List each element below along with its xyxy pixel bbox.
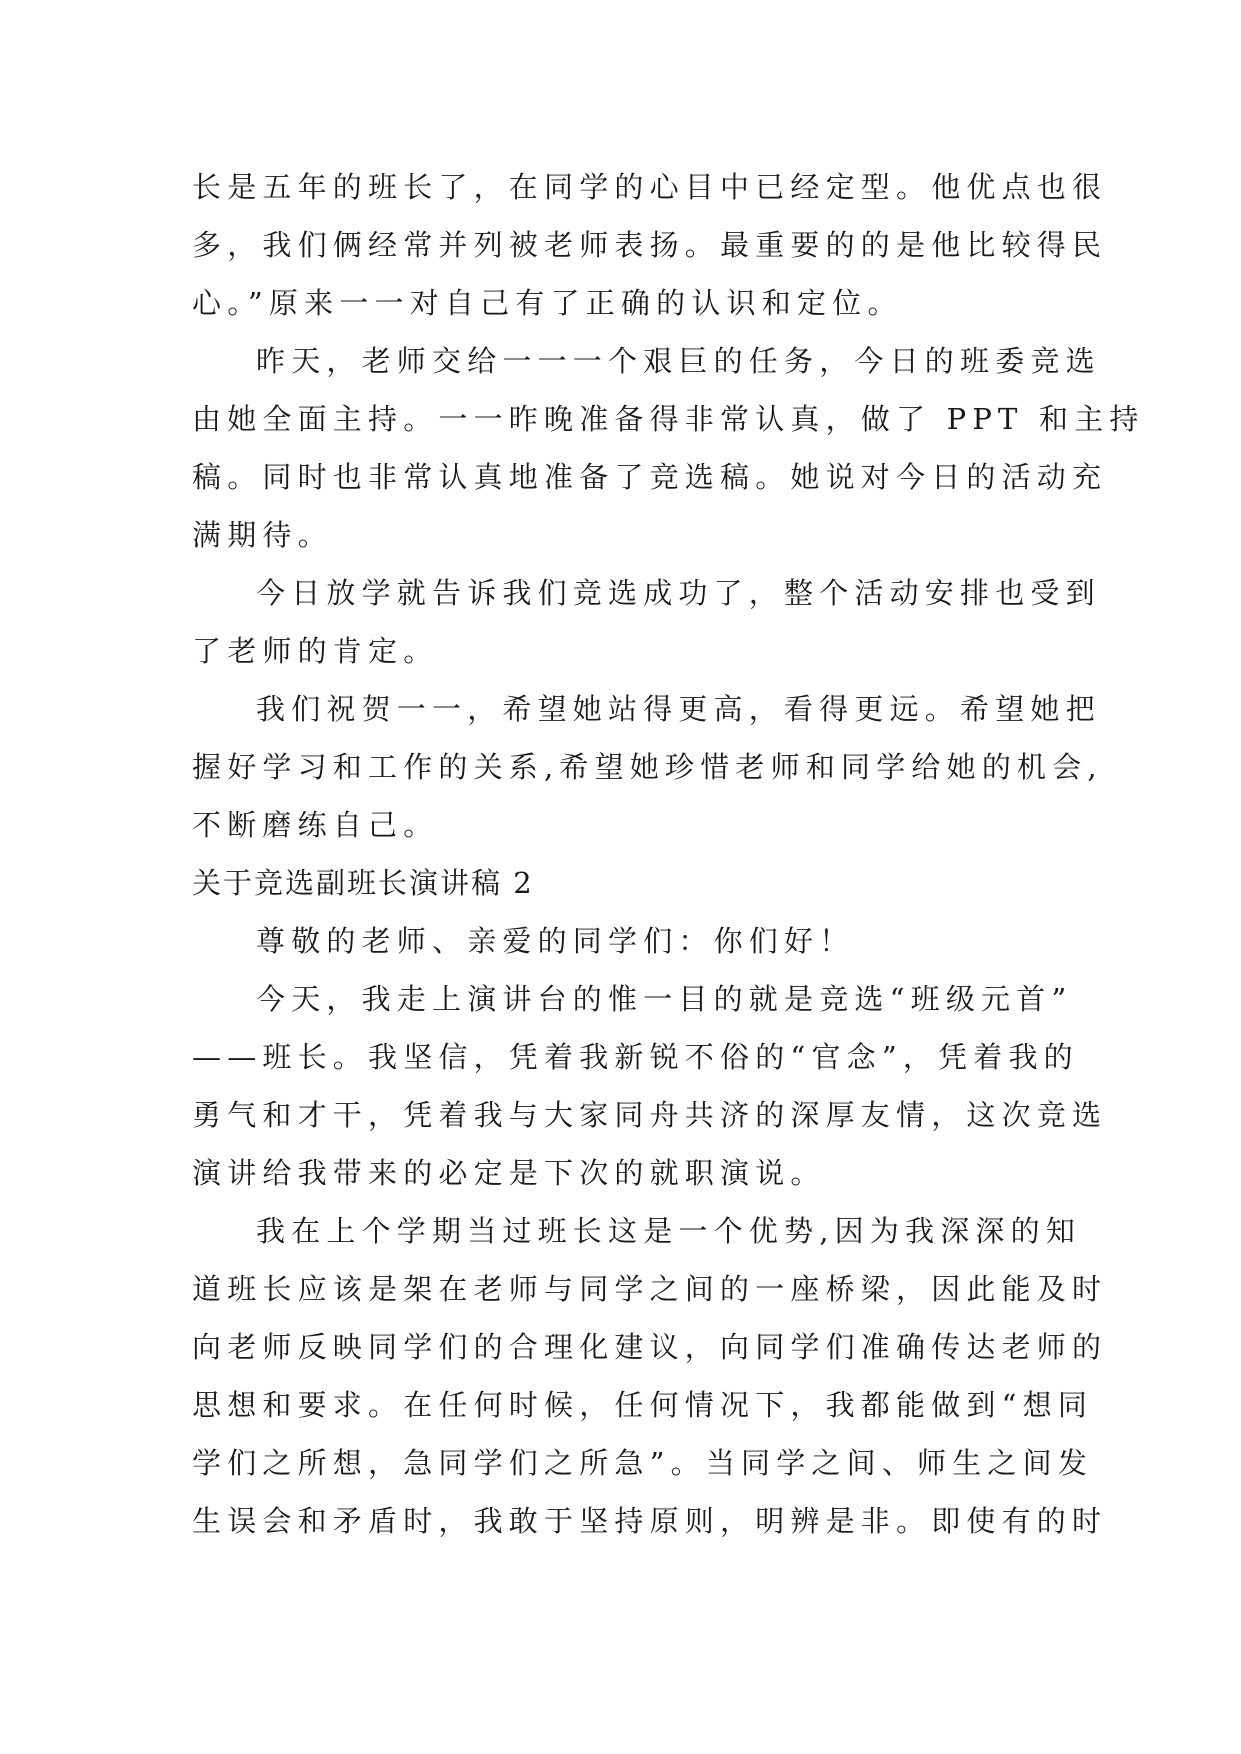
paragraph-start-line: 我在上个学期当过班长这是一个优势,因为我深深的知 [256, 1214, 1082, 1248]
text-line: 勇气和才干，凭着我与大家同舟共济的深厚友情，这次竞选 [192, 1098, 1108, 1132]
paragraph-start-line: 今天，我走上演讲台的惟一目的就是竞选“班级元首” [256, 982, 1073, 1016]
text-line: ——班长。我坚信，凭着我新锐不俗的“官念”，凭着我的 [192, 1040, 1079, 1074]
paragraph-start-line: 昨天，老师交给一一一个艰巨的任务，今日的班委竞选 [256, 344, 1101, 378]
text-line: 学们之所想，急同学们之所急”。当同学之间、师生之间发 [192, 1446, 1094, 1480]
text-line: 握好学习和工作的关系,希望她珍惜老师和同学给她的机会, [192, 750, 1103, 784]
text-line: 心。”原来一一对自己有了正确的认识和定位。 [192, 286, 903, 320]
text-line: 多，我们俩经常并列被老师表扬。最重要的的是他比较得民 [192, 228, 1108, 262]
text-line: 了老师的肯定。 [192, 634, 439, 668]
text-line: 长是五年的班长了，在同学的心目中已经定型。他优点也很 [192, 170, 1108, 204]
text-line: 由她全面主持。一一昨晚准备得非常认真，做了 PPT 和主持 [192, 402, 1145, 436]
document-body [192, 158, 1145, 1550]
paragraph-start-line: 我们祝贺一一，希望她站得更高，看得更远。希望她把 [256, 692, 1101, 726]
section-heading: 关于竞选副班长演讲稿 2 [192, 866, 534, 900]
text-line: 思想和要求。在任何时候，任何情况下，我都能做到“想同 [192, 1388, 1094, 1422]
text-line: 满期待。 [192, 518, 333, 552]
text-line: 向老师反映同学们的合理化建议，向同学们准确传达老师的 [192, 1330, 1108, 1364]
text-line: 稿。同时也非常认真地准备了竞选稿。她说对今日的活动充 [192, 460, 1108, 494]
text-line: 生误会和矛盾时，我敢于坚持原则，明辨是非。即使有的时 [192, 1504, 1108, 1538]
salutation-line: 尊敬的老师、亲爱的同学们：你们好！ [256, 924, 855, 958]
paragraph-start-line: 今日放学就告诉我们竞选成功了，整个活动安排也受到 [256, 576, 1101, 610]
text-line: 道班长应该是架在老师与同学之间的一座桥梁，因此能及时 [192, 1272, 1108, 1306]
text-line: 演讲给我带来的必定是下次的就职演说。 [192, 1156, 826, 1190]
text-line: 不断磨练自己。 [192, 808, 439, 842]
